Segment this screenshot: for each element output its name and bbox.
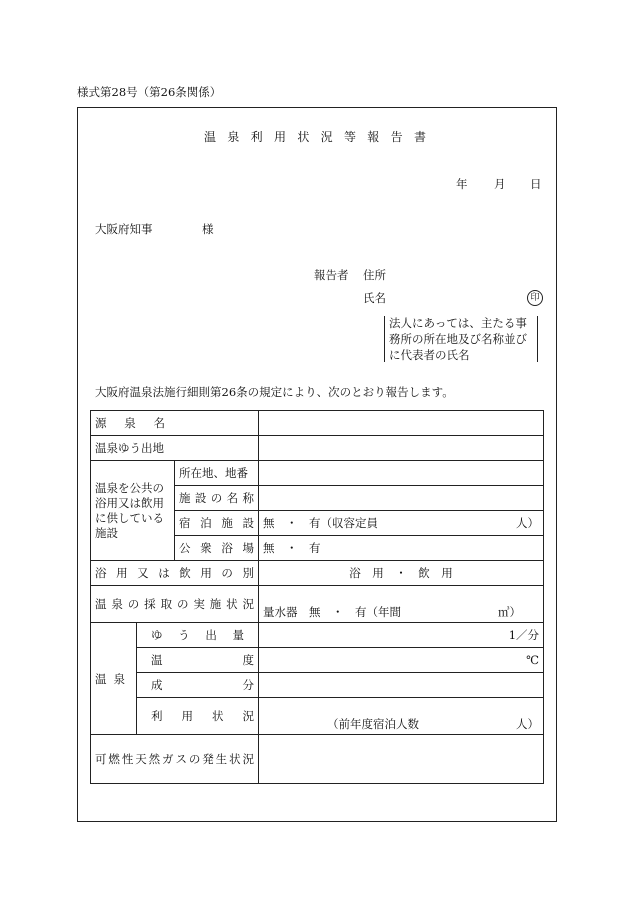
label-char: 出 xyxy=(205,628,217,642)
label-char: の xyxy=(188,752,201,766)
label-char: 名 xyxy=(226,491,239,505)
date-day-label: 日 xyxy=(530,177,542,191)
label-char: 泉 xyxy=(124,416,136,430)
label-char: 分 xyxy=(242,678,255,692)
facility-name-field[interactable] xyxy=(259,486,544,511)
title-char: 報 xyxy=(367,130,380,144)
facility-name-label xyxy=(179,490,254,506)
label-line: 温泉を公共の xyxy=(95,480,164,495)
label-char: 取 xyxy=(160,597,173,611)
flow-label xyxy=(141,627,254,643)
meter-value: 量水器 無 ・ 有（年間 xyxy=(263,605,402,619)
label-char: 公 xyxy=(179,541,191,555)
temperature-unit: ℃ xyxy=(526,653,540,667)
label-char: 施 xyxy=(179,491,191,505)
label-char: 採 xyxy=(144,597,156,611)
label-char: 状 xyxy=(229,752,241,766)
title-char: 用 xyxy=(273,130,286,144)
label-char: 状 xyxy=(226,597,238,611)
label-char: 用 xyxy=(181,709,193,723)
title-char: 況 xyxy=(320,130,333,144)
usage-label xyxy=(141,708,254,724)
table-row xyxy=(91,673,544,698)
title-char: 温 xyxy=(204,130,217,144)
table-row xyxy=(91,698,544,735)
use-type-value: 浴 用 ・ 飲 用 xyxy=(349,566,453,580)
note-line: に代表者の氏名 xyxy=(389,348,470,362)
label-char: 発 xyxy=(202,752,214,766)
table-row xyxy=(91,561,544,586)
label-char: 設 xyxy=(194,491,207,505)
label-char: 衆 xyxy=(200,541,212,555)
origin-field[interactable] xyxy=(259,436,544,461)
label-char: 状 xyxy=(212,709,224,723)
table-row xyxy=(91,648,544,673)
label-char: 実 xyxy=(193,597,205,611)
temperature-label xyxy=(141,652,254,668)
label-char: 場 xyxy=(242,541,255,555)
label-char: ス xyxy=(175,752,187,766)
public-use-label xyxy=(91,461,175,561)
public-bath-label xyxy=(179,540,254,556)
use-type-label xyxy=(95,565,254,581)
use-type-field[interactable] xyxy=(259,561,544,586)
label-char: 温 xyxy=(151,653,163,667)
title-char: 等 xyxy=(343,130,356,144)
label-char: ゆ xyxy=(151,628,163,642)
facility-location-label: 所在地、地番 xyxy=(175,461,259,486)
label-char: 浴 xyxy=(221,541,233,555)
label-char: の xyxy=(176,597,189,611)
components-label xyxy=(141,677,254,693)
origin-label: 温泉ゆう出地 xyxy=(91,436,259,461)
label-char: 温 xyxy=(95,671,107,686)
source-name-field[interactable] xyxy=(259,411,544,436)
label-char: 設 xyxy=(242,516,255,530)
source-name-label xyxy=(95,415,165,431)
meter-unit: ㎥） xyxy=(498,605,522,619)
title-char: 泉 xyxy=(227,130,240,144)
label-char: 飲 xyxy=(179,566,191,580)
label-char: 況 xyxy=(242,752,254,766)
reporter-label: 報告者 xyxy=(314,268,349,282)
label-char: 可 xyxy=(95,752,107,766)
onsen-label-cell xyxy=(91,623,137,735)
components-field[interactable] xyxy=(259,673,544,698)
label-char: 称 xyxy=(242,491,254,505)
label-char: 宿 xyxy=(179,516,191,530)
date-year-label: 年 xyxy=(456,177,468,191)
honorific: 様 xyxy=(202,222,214,236)
label-char: 然 xyxy=(148,752,161,766)
usage-value: （前年度宿泊人数 xyxy=(327,717,420,731)
lodging-label xyxy=(179,515,254,531)
label-char: 燃 xyxy=(108,752,120,766)
gas-label xyxy=(95,751,254,767)
label-char: 成 xyxy=(151,678,163,692)
date-month-label: 月 xyxy=(494,177,506,191)
label-char: の xyxy=(221,566,233,580)
label-char: 施 xyxy=(209,597,222,611)
facility-location-field[interactable] xyxy=(259,461,544,486)
report-table xyxy=(90,410,544,784)
extraction-label xyxy=(95,596,254,612)
label-line: 浴用又は飲用 xyxy=(95,495,164,510)
label-char: 量 xyxy=(232,628,245,642)
label-char: 利 xyxy=(151,709,163,723)
label-char: 泊 xyxy=(200,516,212,530)
table-row xyxy=(91,735,544,784)
addressee: 大阪府知事 xyxy=(95,222,153,236)
label-char: 又 xyxy=(137,566,149,580)
table-row xyxy=(91,461,544,486)
usage-field[interactable] xyxy=(259,698,544,735)
title-char: 状 xyxy=(297,130,310,144)
label-char: 泉 xyxy=(111,597,123,611)
meter-field[interactable] xyxy=(259,586,544,623)
label-char: の xyxy=(127,597,140,611)
gas-field[interactable] xyxy=(259,735,544,784)
name-label: 氏名 xyxy=(363,291,386,305)
label-char: 性 xyxy=(121,752,134,766)
title-char: 書 xyxy=(413,130,426,144)
form-number: 様式第28号（第26条関係） xyxy=(77,85,222,99)
label-char: う xyxy=(178,628,190,642)
label-char: 用 xyxy=(116,566,128,580)
table-row xyxy=(91,623,544,648)
note-line: 務所の所在地及び名称並び xyxy=(389,332,527,346)
label-char: 浴 xyxy=(95,566,107,580)
label-char: 況 xyxy=(242,709,254,723)
public-bath-field[interactable] xyxy=(259,536,544,561)
title-char: 告 xyxy=(390,130,403,144)
public-bath-value: 無 ・ 有 xyxy=(263,541,321,555)
label-char: は xyxy=(158,566,170,580)
label-char: 名 xyxy=(153,416,165,430)
label-char: 施 xyxy=(221,516,233,530)
label-char: 天 xyxy=(135,752,147,766)
table-row xyxy=(91,436,544,461)
label-char: 源 xyxy=(95,416,107,430)
table-row xyxy=(91,586,544,623)
label-char: ガ xyxy=(162,752,174,766)
note-line: 法人にあっては、主たる事 xyxy=(389,316,527,330)
flow-field[interactable] xyxy=(259,623,544,648)
usage-unit: 人） xyxy=(516,717,540,731)
label-char: 生 xyxy=(215,752,228,766)
label-char: 況 xyxy=(242,597,255,611)
label-char: 泉 xyxy=(113,671,125,686)
onsen-label xyxy=(95,671,125,687)
label-line: に供している xyxy=(95,510,164,525)
label-char: 度 xyxy=(242,653,255,667)
lodging-value: 無 ・ 有（収容定員 xyxy=(263,516,379,530)
seal-mark: 印 xyxy=(527,290,543,306)
corporate-note xyxy=(389,315,527,363)
label-char: 別 xyxy=(242,566,254,580)
label-char: 用 xyxy=(200,566,212,580)
intro-text: 大阪府温泉法施行細則第26条の規定により、次のとおり報告します。 xyxy=(95,385,454,399)
flow-unit: 1／分 xyxy=(508,628,540,642)
document-title xyxy=(204,128,426,145)
table-row xyxy=(91,411,544,436)
title-char: 利 xyxy=(250,130,263,144)
label-line: 施設 xyxy=(95,525,118,540)
lodging-field[interactable] xyxy=(259,511,544,536)
temperature-field[interactable] xyxy=(259,648,544,673)
label-char: の xyxy=(210,491,223,505)
lodging-unit: 人） xyxy=(516,516,540,530)
label-char: 温 xyxy=(95,597,107,611)
address-label: 住所 xyxy=(363,268,386,282)
